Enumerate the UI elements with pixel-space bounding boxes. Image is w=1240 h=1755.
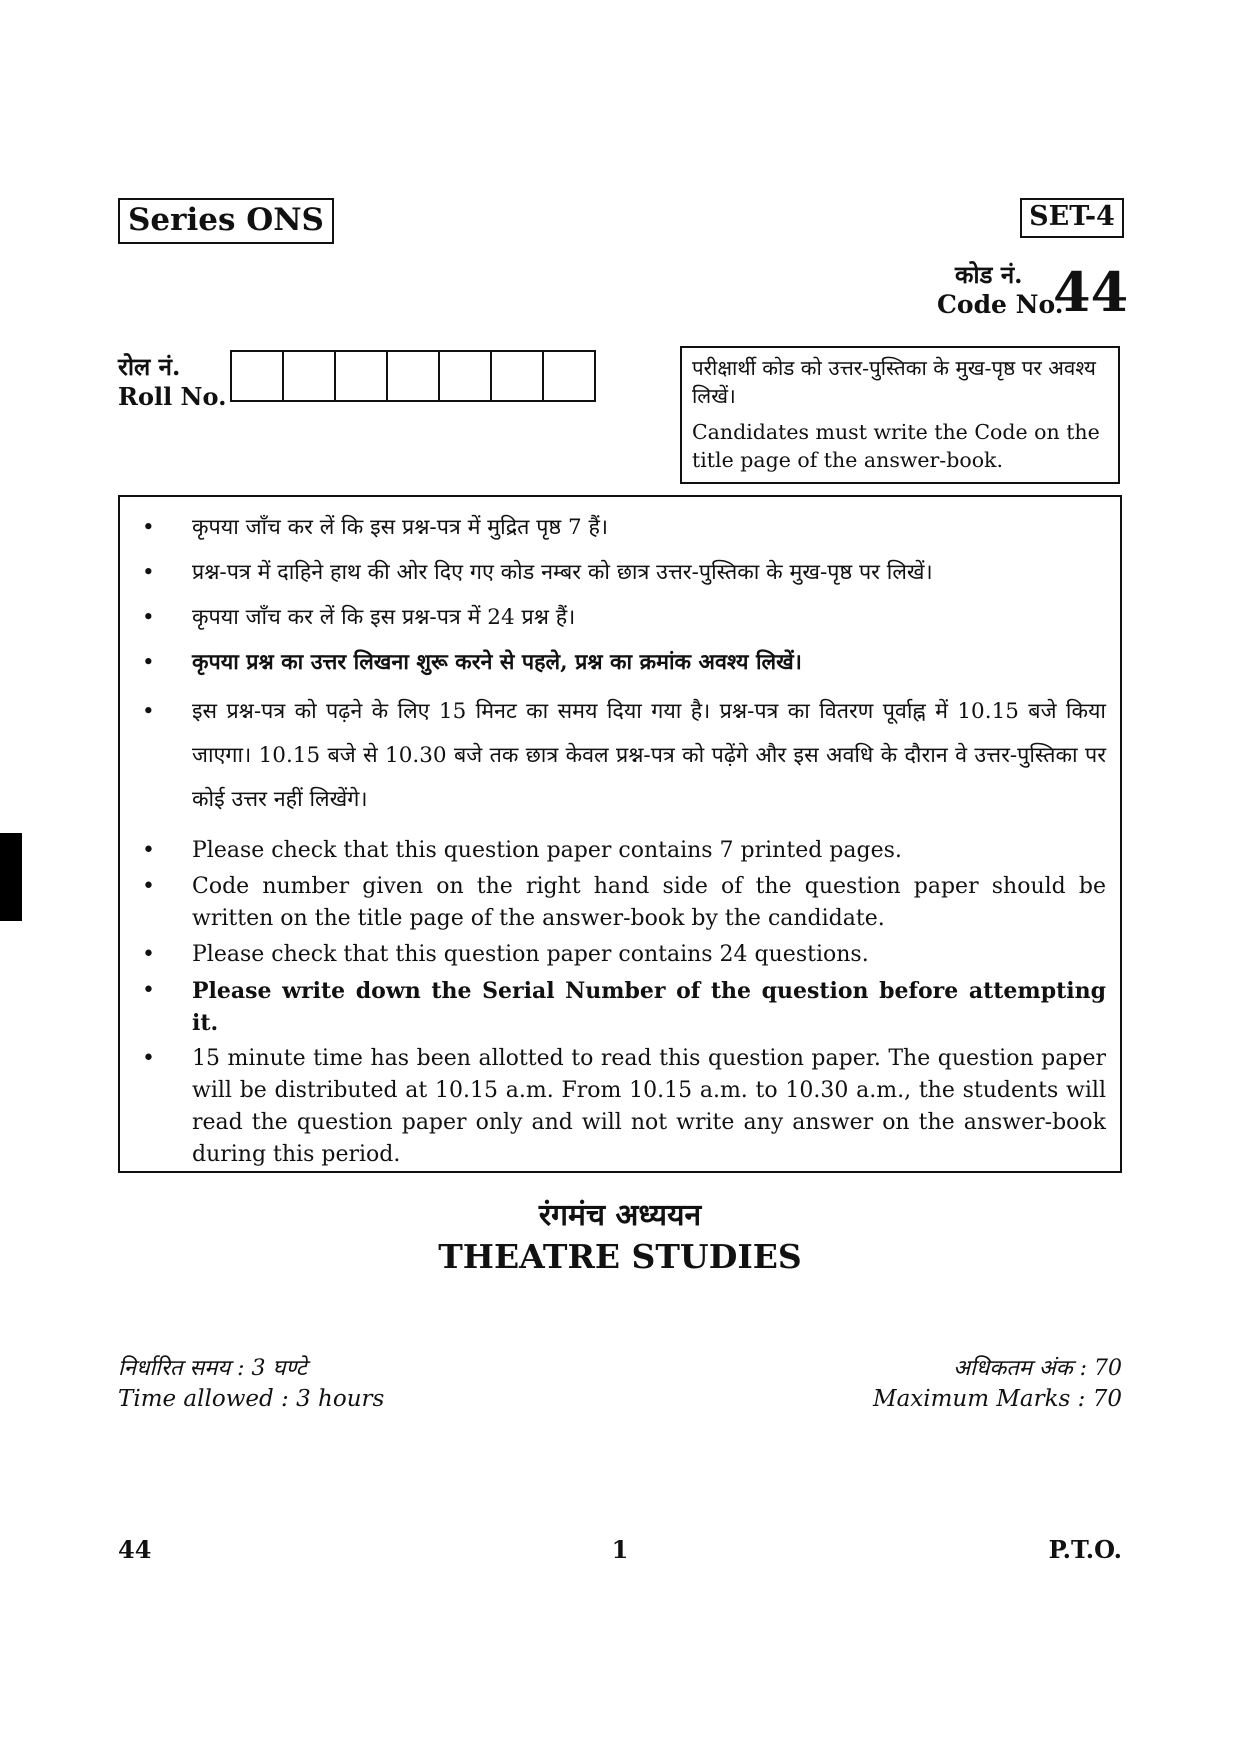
roll-number-box[interactable]	[388, 352, 440, 400]
series-label: Series ONS	[118, 198, 334, 244]
instruction-text: Please check that this question paper contains 24 questions.	[192, 942, 869, 967]
footer-page-number: 1	[611, 1535, 629, 1564]
side-marker	[0, 833, 22, 921]
instruction-item: • कृपया जाँच कर लें कि इस प्रश्न-पत्र में 24 प्रश्न हैं।	[130, 602, 1106, 634]
subject-title-hindi: रंगमंच अध्ययन	[538, 1198, 702, 1233]
roll-number-box[interactable]	[336, 352, 388, 400]
instruction-item: • प्रश्न-पत्र में दाहिने हाथ की ओर दिए गए कोड नम्बर को छात्र उत्तर-पुस्तिका के मुख-पृष्ठ पर लिखें।	[130, 557, 1106, 589]
instruction-text: इस प्रश्न-पत्र को पढ़ने के लिए 15 मिनट का समय दिया गया है। प्रश्न-पत्र का वितरण पूर्वाह्न में 10.15 बजे किया जाएगा। 10.15 बजे से 10.30 बजे तक छात्र केवल प्रश्न-पत्र को पढ़ेंगे और इस अवधि के दौरान वे उत्तर-पुस्तिका पर कोई उत्तर नहीं लिखेंगे।	[192, 699, 1106, 812]
instruction-text: कृपया जाँच कर लें कि इस प्रश्न-पत्र में मुद्रित पृष्ठ 7 हैं।	[192, 515, 609, 540]
time-allowed-hindi: निर्धारित समय : 3 घण्टे	[118, 1356, 307, 1381]
instruction-item: • 15 minute time has been allotted to read this question paper. The question paper will be distributed at 10.15 a.m. From 10.15 a.m. to 10.30 a.m., the students will read the question paper only and will not write any answer on the answer-book during this period.	[130, 1043, 1106, 1171]
max-marks-english: Maximum Marks : 70	[873, 1386, 1122, 1412]
code-notice-box	[680, 346, 1120, 484]
subject-title-english: THEATRE STUDIES	[438, 1237, 802, 1276]
footer-pto: P.T.O.	[1048, 1535, 1122, 1564]
instruction-item: • Please write down the Serial Number of the question before attempting it.	[130, 975, 1106, 1039]
code-number: 44	[1053, 260, 1129, 324]
code-notice-english: Candidates must write the Code on the title page of the answer-book.	[692, 420, 1100, 472]
code-notice-hindi: परीक्षार्थी कोड को उत्तर-पुस्तिका के मुख-पृष्ठ पर अवश्य लिखें।	[692, 356, 1096, 408]
roll-number-box[interactable]	[284, 352, 336, 400]
roll-number-box[interactable]	[544, 352, 594, 400]
roll-number-box[interactable]	[232, 352, 284, 400]
instructions-box	[118, 495, 1122, 1173]
instruction-text: प्रश्न-पत्र में दाहिने हाथ की ओर दिए गए कोड नम्बर को छात्र उत्तर-पुस्तिका के मुख-पृष्ठ पर लिखें।	[192, 560, 933, 585]
instruction-text: Please write down the Serial Number of the question before attempting it.	[192, 978, 1106, 1036]
set-label: SET-4	[1020, 198, 1124, 238]
instruction-text: Code number given on the right hand side of the question paper should be written on the title page of the answer-book by the candidate.	[192, 874, 1106, 931]
instruction-text: Please check that this question paper contains 7 printed pages.	[192, 838, 902, 863]
instruction-text: कृपया जाँच कर लें कि इस प्रश्न-पत्र में 24 प्रश्न हैं।	[192, 605, 576, 630]
instruction-item: • Please check that this question paper contains 24 questions.	[130, 939, 1106, 971]
instruction-item: • Code number given on the right hand side of the question paper should be written on the title page of the answer-book by the candidate.	[130, 871, 1106, 935]
code-label-english: Code No.	[937, 290, 1064, 319]
time-allowed-english: Time allowed : 3 hours	[118, 1386, 385, 1412]
instruction-text: कृपया प्रश्न का उत्तर लिखना शुरू करने से पहले, प्रश्न का क्रमांक अवश्य लिखें।	[192, 650, 802, 675]
instruction-text: 15 minute time has been allotted to read this question paper. The question paper will be distributed at 10.15 a.m. From 10.15 a.m. to 10.30 a.m., the students will read the question paper only and will not write any answer on the answer-book during this period.	[192, 1046, 1106, 1167]
instruction-item: • कृपया जाँच कर लें कि इस प्रश्न-पत्र में मुद्रित पृष्ठ 7 हैं।	[130, 512, 1106, 544]
roll-label-english: Roll No.	[118, 382, 227, 411]
roll-number-box[interactable]	[440, 352, 492, 400]
instruction-item: • Please check that this question paper contains 7 printed pages.	[130, 835, 1106, 867]
instruction-item: • इस प्रश्न-पत्र को पढ़ने के लिए 15 मिनट का समय दिया गया है। प्रश्न-पत्र का वितरण पूर्वाह्न में 10.15 बजे किया जाएगा। 10.15 बजे से 10.30 बजे तक छात्र केवल प्रश्न-पत्र को पढ़ेंगे और इस अवधि के दौरान वे उत्तर-पुस्तिका पर कोई उत्तर नहीं लिखेंगे।	[130, 690, 1106, 822]
roll-number-grid[interactable]	[230, 350, 596, 402]
roll-label-hindi: रोल नं.	[118, 352, 181, 381]
footer-code: 44	[118, 1535, 152, 1564]
max-marks-hindi: अधिकतम अंक : 70	[953, 1356, 1122, 1381]
code-label-hindi: कोड नं.	[955, 260, 1023, 289]
roll-number-box[interactable]	[492, 352, 544, 400]
instruction-item: • कृपया प्रश्न का उत्तर लिखना शुरू करने से पहले, प्रश्न का क्रमांक अवश्य लिखें।	[130, 647, 1106, 679]
